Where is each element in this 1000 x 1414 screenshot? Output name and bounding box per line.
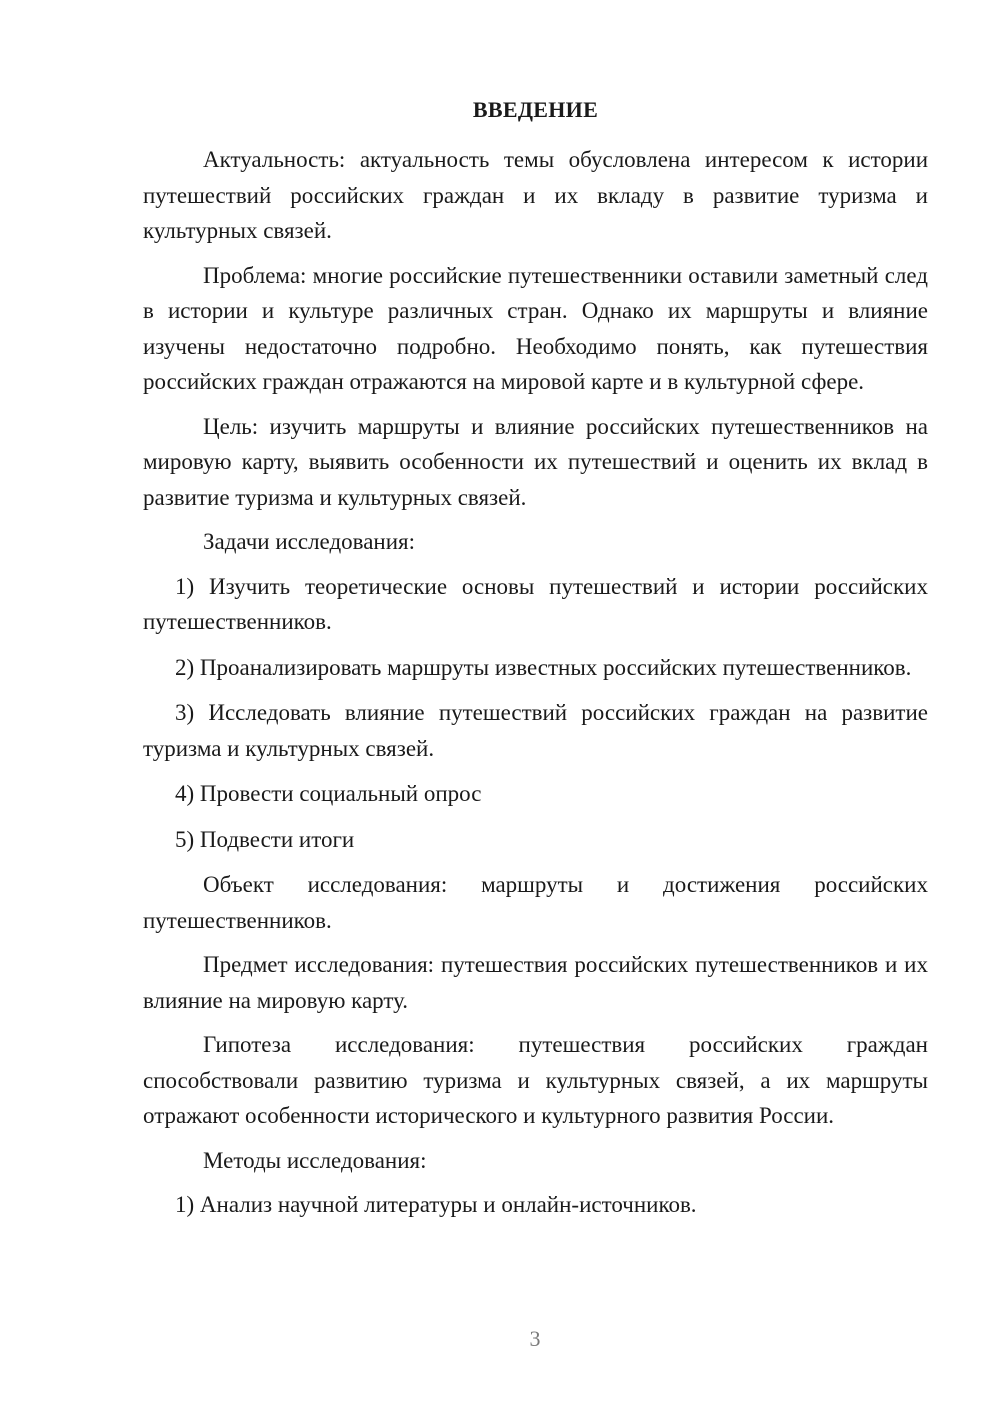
- task-item-3: 3) Исследовать влияние путешествий российских граждан на развитие туризма и культурных связей.: [143, 700, 928, 761]
- methods-title: Методы исследования:: [203, 1147, 427, 1173]
- tasks-title: Задачи исследования:: [203, 529, 416, 554]
- subject-paragraph: Предмет исследования: путешествия российских путешественников и их влияние на мировую карту.: [143, 952, 928, 1013]
- page-number: 3: [529, 1326, 541, 1351]
- task-item-4: 4) Провести социальный опрос: [175, 781, 482, 806]
- object-paragraph: Объект исследования: маршруты и достижения российских путешественников.: [143, 872, 928, 933]
- document-page: [143, 96, 928, 1233]
- relevance-paragraph: Актуальность: актуальность темы обусловлена интересом к истории путешествий российских граждан и их вкладу в развитие туризма и культурных связей.: [143, 147, 928, 243]
- goal-paragraph: Цель: изучить маршруты и влияние российских путешественников на мировую карту, выявить особенности их путешествий и оценить их вклад в развитие туризма и культурных связей.: [143, 413, 928, 510]
- hypothesis-paragraph: Гипотеза исследования: путешествия российских граждан способствовали развитию туризма и культурных связей, а их маршруты отражают особенности исторического и культурного развития России.: [143, 1032, 928, 1128]
- problem-paragraph: Проблема: многие российские путешественники оставили заметный след в истории и культуре различных стран. Однако их маршруты и влияние изучены недостаточно подробно. Необходимо понять, как путешествия российских граждан отражаются на мировой карте и в культурной сфере.: [143, 262, 928, 394]
- method-item-1: 1) Анализ научной литературы и онлайн-источников.: [175, 1192, 697, 1217]
- task-item-1: 1) Изучить теоретические основы путешествий и истории российских путешественников.: [143, 573, 928, 634]
- task-item-2: 2) Проанализировать маршруты известных российских путешественников.: [175, 654, 912, 680]
- task-item-5: 5) Подвести итоги: [175, 826, 355, 852]
- section-heading: ВВЕДЕНИЕ: [472, 97, 599, 122]
